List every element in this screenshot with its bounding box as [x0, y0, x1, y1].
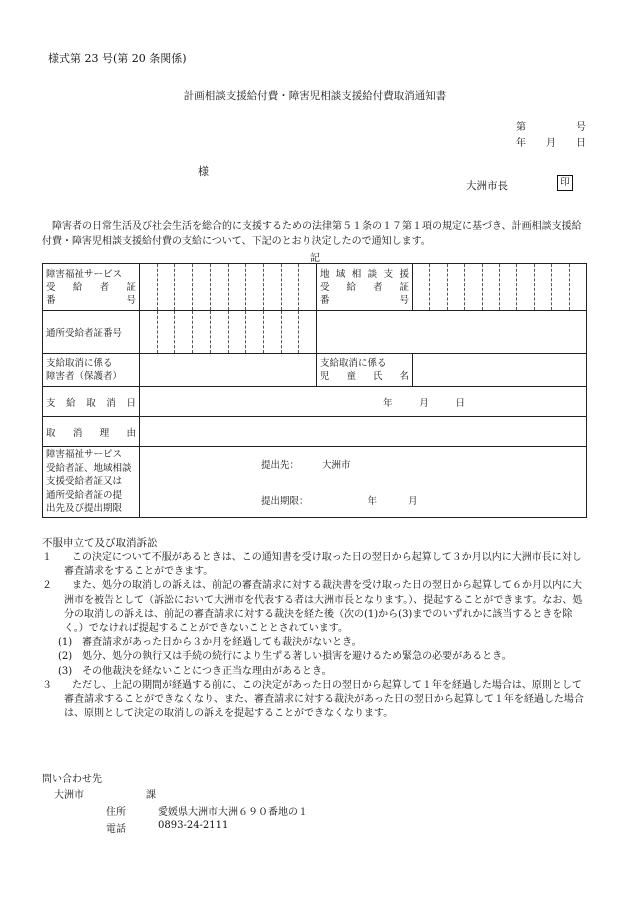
cancel-date-label: 支 給 取 消 日 [43, 387, 140, 417]
submission-label: 障害福祉サービス 受給者証、地域相談 支援受給者証又は 通所受給者証の提 出先及び提出期限 [43, 447, 140, 518]
submit-to-label: 提出先： [261, 459, 300, 471]
notice-table [42, 263, 587, 518]
appeal-item-1: １ この決定について不服があるときは、この通知書を受け取った日の翌日から起算して３か月以内に大洲市長に対し審査請求をすることができます。 [42, 552, 582, 578]
appeal-item-2: ２ また、処分の取消しの訴えは、前記の審査請求に対する裁決書を受け取った日の翌日から起算して６か月以内に大洲市を被告として（訴訟において大洲市を代表する者は大洲市長となります。）、提起することができます。なお、処分の取消しの訴えは、前記の審査請求に対する裁決を経た後（次の(1)から(3)までのいずれかに該当するときを除く。）でなければ提起することができないこととされています。 [42, 580, 583, 635]
table-row [43, 354, 587, 387]
child-name-value[interactable] [413, 354, 587, 387]
issuer: 大洲市長 [466, 180, 508, 192]
reason-value[interactable] [140, 417, 587, 447]
reason-label: 取 消 理 由 [43, 417, 140, 447]
table-row [43, 417, 587, 447]
welfare-cert-number[interactable] [140, 264, 317, 311]
number-prefix: 第 [516, 122, 526, 133]
table-row [43, 264, 587, 311]
cancel-date-value[interactable]: 年 月 日 [140, 387, 587, 417]
document-title: 計画相談支援給付費・障害児相談支援給付費取消通知書 [183, 90, 447, 102]
deadline-label: 提出期限： [261, 495, 309, 507]
document-number [516, 118, 586, 133]
submit-to-value: 大洲市 [322, 459, 351, 471]
addressee-suffix: 様 [198, 165, 209, 178]
appeal-item-3: ３ ただし、上記の期間が経過する前に、この決定があった日の翌日から起算して１年を経過した場合は、原則として審査請求することができなくなり、また、審査請求に対する裁決があった日の翌日から起算して１年を経過した場合は、原則として決定の取消しの訴えを提起することができなくなります。 [42, 679, 584, 720]
disabled-person-label: 支給取消に係る 障害者（保護者） [43, 354, 140, 387]
number-suffix: 号 [576, 122, 586, 133]
child-name-label: 支給取消に係る 児 童 氏 名 [317, 354, 413, 387]
appeal-sub-1: (1) 審査請求があった日から３か月を経過しても裁決がないとき。 [58, 637, 362, 649]
disabled-person-value[interactable] [140, 354, 317, 387]
day-service-label: 通所受給者証番号 [43, 311, 140, 354]
seal-box: 印 [557, 175, 573, 191]
deadline-year: 年 [367, 495, 378, 507]
appeal-sub-3: (3) その他裁決を経ないことにつき正当な理由があるとき。 [58, 665, 332, 677]
table-row [43, 447, 587, 518]
contact-heading: 問い合わせ先 [42, 774, 102, 785]
address-value: 愛媛県大洲市大洲６９０番地の１ [158, 807, 308, 818]
form-number: 様式第 23 号(第 20 条関係) [48, 52, 187, 65]
issue-date [516, 134, 586, 149]
date-year: 年 [516, 138, 526, 149]
contact-section: 課 [146, 790, 156, 801]
ki-heading: 記 [310, 253, 320, 264]
submission-value [140, 447, 587, 518]
tel-label: 電話 [106, 824, 126, 835]
table-row [43, 387, 587, 417]
day-service-number[interactable] [140, 311, 317, 354]
welfare-cert-label: 障害福祉サービス 受 給 者 証 番 号 [43, 264, 140, 311]
blank-cell [317, 311, 587, 354]
date-month: 月 [546, 138, 556, 149]
community-cert-label: 地 域 相 談 支 援 受 給 者 証 番 号 [317, 264, 413, 311]
table-row [43, 311, 587, 354]
community-cert-number[interactable] [413, 264, 587, 311]
contact-city: 大洲市 [54, 790, 84, 801]
appeal-sub-2: (2) 処分、処分の執行又は手続の続行により生ずる著しい損害を避けるため緊急の必要があるとき。 [58, 651, 512, 663]
appeal-heading: 不服申立て及び取消訴訟 [42, 537, 158, 549]
address-label: 住所 [106, 807, 126, 818]
tel-value: 0893-24-2111 [158, 820, 229, 831]
intro-paragraph: 障害者の日常生活及び社会生活を総合的に支援するための法律第５１条の１７第１項の規定に基づき、計画相談支援給付費・障害児相談支援給付費の支給について、下記のとおり決定したので通知します。 [42, 221, 582, 247]
date-day: 日 [576, 138, 586, 149]
deadline-month: 月 [408, 495, 418, 507]
appeal-body [42, 551, 590, 721]
